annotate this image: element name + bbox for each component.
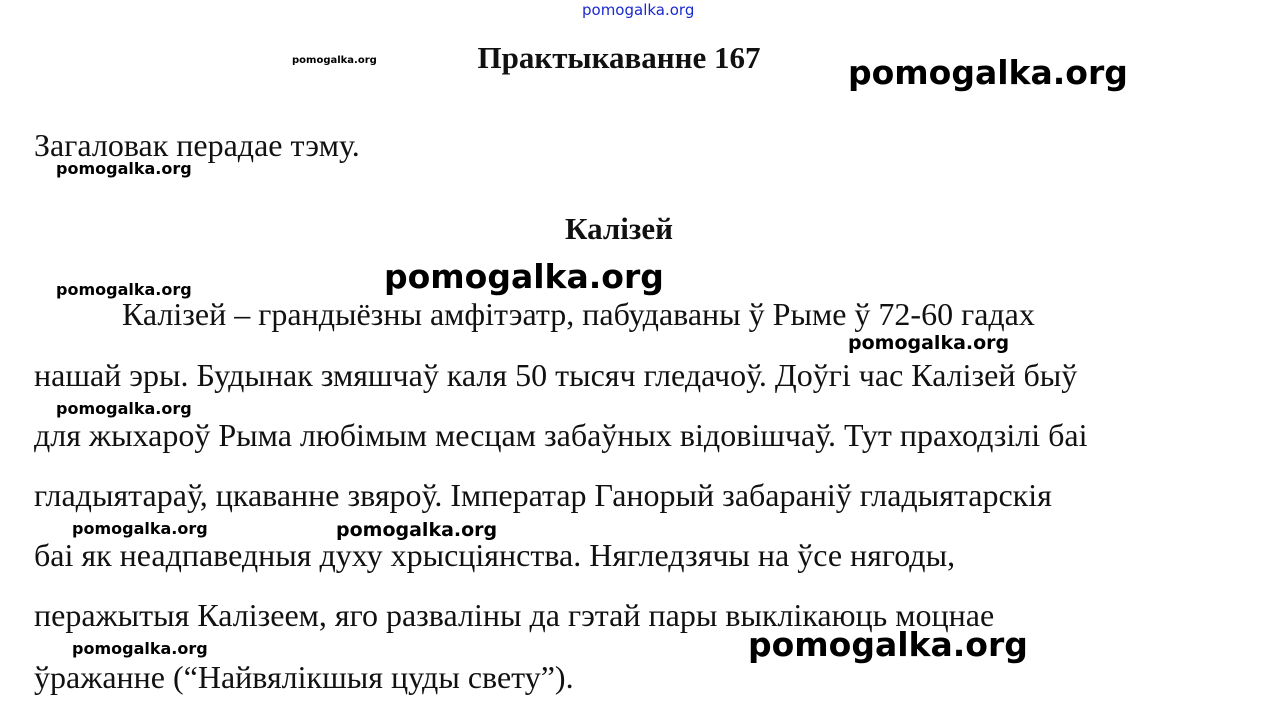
paragraph-line: гладыятараў, цкаванне звяроў. Імператар Ганорый забараніў гладыятарскія (34, 477, 1052, 513)
watermark: pomogalka.org (72, 519, 208, 538)
watermark: pomogalka.org (72, 639, 208, 658)
paragraph-line: для жыхароў Рыма любімым месцам забаўных відовішчаў. Тут праходзілі баі (34, 417, 1088, 453)
watermark: pomogalka.org (848, 332, 1010, 354)
paragraph-line: баі як неадпаведныя духу хрысціянства. Нягледзячы на ўсе нягоды, (34, 537, 956, 573)
watermark: pomogalka.org (56, 399, 192, 418)
text-heading: Калізей (565, 211, 673, 246)
intro-text: Загаловак перадае тэму. (34, 127, 360, 163)
exercise-title: Практыкаванне 167 (477, 40, 761, 75)
watermark-large: pomogalka.org (748, 625, 1028, 664)
watermark-top: pomogalka.org (582, 1, 695, 19)
paragraph-line: Калізей – грандыёзны амфітэатр, пабудаваны ў Рыме ў 72-60 гадах (122, 296, 1035, 332)
paragraph-line: перажытыя Калізеем, яго разваліны да гэтай пары выклікаюць моцнае (34, 597, 995, 633)
paragraph-line: нашай эры. Будынак змяшчаў каля 50 тысяч гледачоў. Доўгі час Калізей быў (34, 357, 1078, 393)
watermark-large: pomogalka.org (848, 53, 1128, 92)
paragraph-line: ўражанне (“Найвялікшыя цуды свету”). (34, 659, 574, 695)
watermark-small: pomogalka.org (292, 55, 377, 66)
watermark: pomogalka.org (336, 519, 498, 541)
watermark-large: pomogalka.org (384, 257, 664, 296)
watermark: pomogalka.org (56, 280, 192, 299)
watermark: pomogalka.org (56, 159, 192, 178)
